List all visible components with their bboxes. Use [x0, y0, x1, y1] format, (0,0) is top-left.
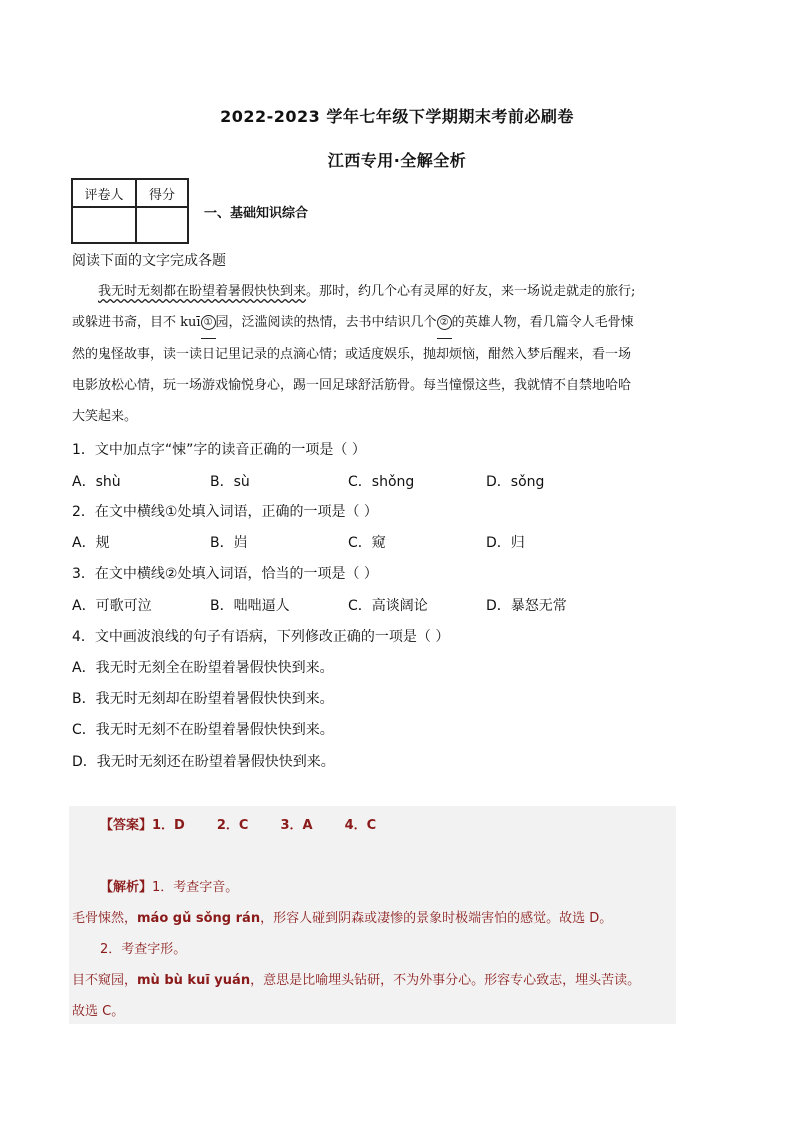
- q1-option-d[interactable]: D．sǒng: [486, 474, 545, 490]
- score-table: [71, 178, 189, 244]
- answer-2: 2．C: [216, 818, 249, 833]
- analysis-line-1: [100, 876, 238, 895]
- blank-2-mark: ②: [437, 315, 452, 330]
- answer-3: 3．A: [280, 818, 313, 833]
- analysis-q1-head: 1．考查字音。: [152, 880, 239, 895]
- q1-option-a[interactable]: A．shù: [72, 474, 121, 490]
- passage-text: 。那时，约几个心有灵犀的好友，来一场说走就走的旅行;: [306, 284, 636, 299]
- score-header: 得分: [136, 179, 188, 207]
- q2-option-b[interactable]: B．岿: [210, 535, 248, 551]
- question-3-stem: 3．在文中横线②处填入词语，恰当的一项是（ ）: [72, 566, 378, 582]
- passage-line-2: [72, 307, 676, 339]
- analysis-label: 【解析】: [100, 880, 153, 895]
- q3-option-b[interactable]: B．咄咄逼人: [210, 598, 290, 614]
- q3-option-c[interactable]: C．高谈阔论: [348, 598, 428, 614]
- passage-line-1: [72, 276, 676, 307]
- answer-label: 【答案】: [100, 818, 153, 833]
- grader-header: 评卷人: [72, 179, 136, 207]
- q3-option-a[interactable]: A．可歌可泣: [72, 598, 152, 614]
- page-title: 2022-2023 学年七年级下学期期末考前必刷卷: [220, 107, 574, 126]
- question-1-stem: 1．文中加点字“悚”字的读音正确的一项是（ ）: [72, 442, 366, 458]
- analysis-text: 毛骨悚然，: [72, 911, 138, 926]
- q4-option-a[interactable]: A．我无时无刻全在盼望着暑假快快到来。: [72, 660, 334, 676]
- q1-option-b[interactable]: B．sù: [210, 474, 250, 490]
- blank-1-mark: ①: [201, 315, 216, 330]
- passage-line-4: 电影放松心情，玩一场游戏愉悦身心，踢一回足球舒活筋骨。每当憧憬这些，我就情不自禁地哈哈: [72, 378, 632, 393]
- analysis-text: ，意思是比喻埋头钻研，不为外事分心。形容专心致志，埋头苦读。: [250, 973, 641, 988]
- q3-option-d[interactable]: D．暴怒无常: [486, 598, 567, 614]
- q4-option-d[interactable]: D．我无时无刻还在盼望着暑假快快到来。: [72, 754, 335, 770]
- question-2-stem: 2．在文中横线①处填入词语，正确的一项是（ ）: [72, 504, 378, 520]
- pinyin-q2: mù bù kuī yuán: [137, 973, 251, 988]
- analysis-line-3: 2．考查字形。: [100, 942, 187, 957]
- q4-option-b[interactable]: B．我无时无刻却在盼望着暑假快快到来。: [72, 691, 334, 707]
- q2-option-c[interactable]: C．窥: [348, 535, 386, 551]
- passage-text: 的英雄人物，看几篇令人毛骨悚: [451, 315, 634, 330]
- passage-text: 园，泛滥阅读的热情，去书中结识几个: [215, 315, 437, 330]
- blank-1: [201, 307, 216, 339]
- reading-passage: [72, 276, 676, 432]
- question-4-stem: 4．文中画波浪线的句子有语病，下列修改正确的一项是（ ）: [72, 629, 450, 645]
- analysis-line-2: [72, 907, 612, 926]
- q2-option-d[interactable]: D．归: [486, 535, 525, 551]
- section-title: 一、基础知识综合: [204, 206, 309, 221]
- passage-line-3: 然的鬼怪故事，读一读日记里记录的点滴心情；或适度娱乐，抛却烦恼，酣然入梦后醒来，看一场: [72, 347, 632, 362]
- instruction-text: 阅读下面的文字完成各题: [72, 253, 226, 269]
- answer-line: [100, 814, 376, 833]
- answer-1: 1．D: [152, 818, 185, 833]
- q2-option-a[interactable]: A．规: [72, 535, 110, 551]
- grader-cell[interactable]: [72, 207, 136, 243]
- q1-option-c[interactable]: C．shǒng: [348, 474, 415, 490]
- analysis-text: ，形容人碰到阴森或凄惨的景象时极端害怕的感觉。故选 D。: [260, 911, 613, 926]
- passage-line-5: 大笑起来。: [72, 409, 138, 424]
- passage-text: 或躲进书斋，目不 kuī: [72, 315, 201, 330]
- analysis-line-5: 故选 C。: [72, 1004, 125, 1019]
- blank-2: [437, 307, 452, 339]
- analysis-text: 目不窥园，: [72, 973, 138, 988]
- answer-4: 4．C: [344, 818, 377, 833]
- score-cell[interactable]: [136, 207, 188, 243]
- pinyin-q1: máo gǔ sǒng rán: [137, 911, 261, 926]
- analysis-line-4: [72, 969, 640, 988]
- q4-option-c[interactable]: C．我无时无刻不在盼望着暑假快快到来。: [72, 722, 334, 738]
- page-subtitle: 江西专用·全解全析: [327, 151, 467, 170]
- wavy-sentence: 我无时无刻都在盼望着暑假快快到来: [98, 284, 307, 299]
